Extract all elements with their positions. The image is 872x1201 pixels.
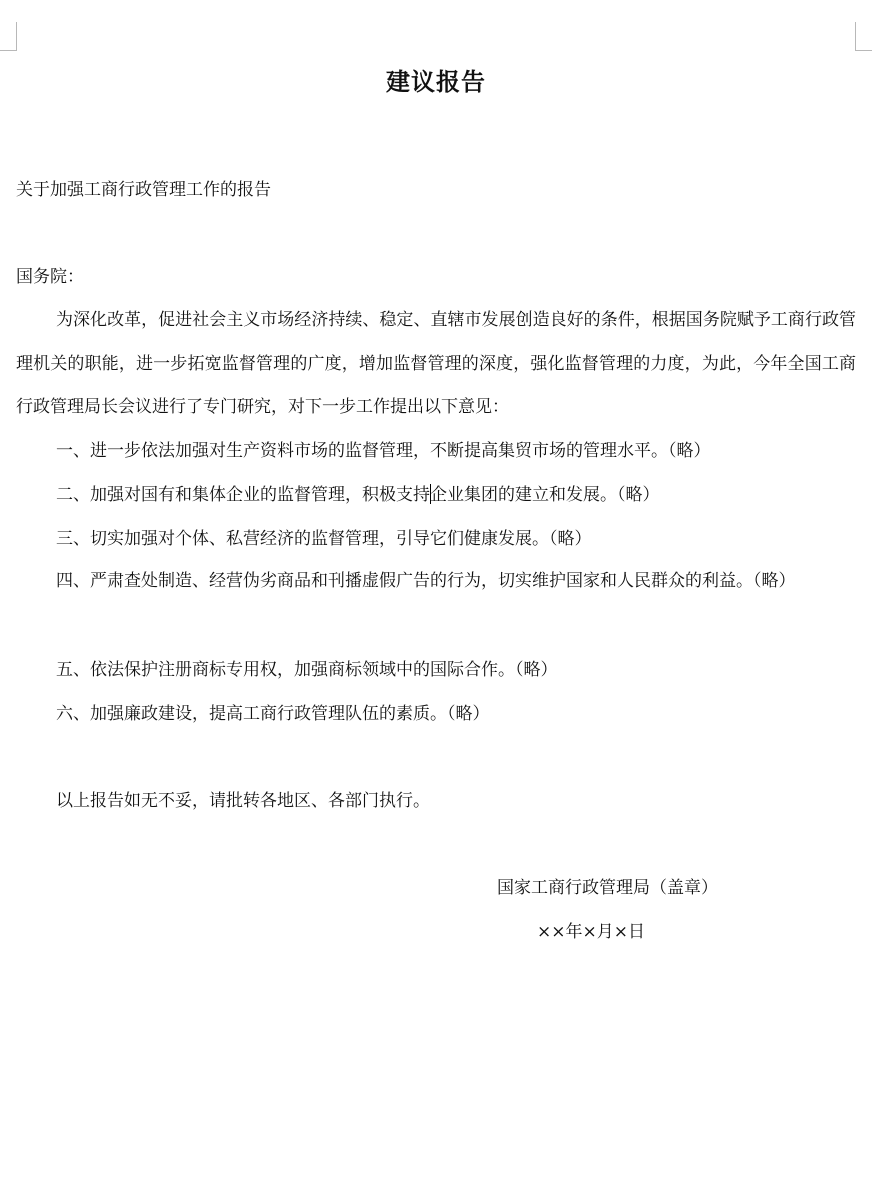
- signature-organization: 国家工商行政管理局（盖章）: [497, 878, 718, 898]
- closing-line: 以上报告如无不妥，请批转各地区、各部门执行。: [56, 791, 430, 811]
- list-item-2-part-2: 企业集团的建立和发展。（略）: [430, 485, 660, 505]
- report-subject: 关于加强工商行政管理工作的报告: [16, 180, 271, 200]
- list-item-5: 五、依法保护注册商标专用权，加强商标领域中的国际合作。（略）: [56, 660, 558, 680]
- recipient-line: 国务院：: [16, 267, 84, 287]
- page-margin-corner-top-right: [855, 22, 872, 51]
- list-item-2: [16, 484, 858, 506]
- list-item-3: 三、切实加强对个体、私营经济的监督管理，引导它们健康发展。（略）: [56, 529, 592, 549]
- document-title: 建议报告: [386, 67, 486, 96]
- page-margin-corner-top-left: [0, 22, 17, 51]
- list-item-1: 一、进一步依法加强对生产资料市场的监督管理，不断提高集贸市场的管理水平。（略）: [56, 441, 711, 461]
- signature-date: ××年×月×日: [537, 922, 645, 942]
- list-item-2-part-1: 二、加强对国有和集体企业的监督管理，积极支持: [56, 485, 430, 505]
- intro-paragraph: 为深化改革，促进社会主义市场经济持续、稳定、直辖市发展创造良好的条件，根据国务院赋予工商行政管理机关的职能，进一步拓宽监督管理的广度，增加监督管理的深度，强化监督管理的力度，为此，今年全国工商行政管理局长会议进行了专门研究，对下一步工作提出以下意见：: [16, 310, 856, 417]
- list-item-6: 六、加强廉政建设，提高工商行政管理队伍的素质。（略）: [56, 704, 490, 724]
- list-item-4: 四、严肃查处制造、经营伪劣商品和刊播虚假广告的行为，切实维护国家和人民群众的利益。（略）: [56, 571, 796, 591]
